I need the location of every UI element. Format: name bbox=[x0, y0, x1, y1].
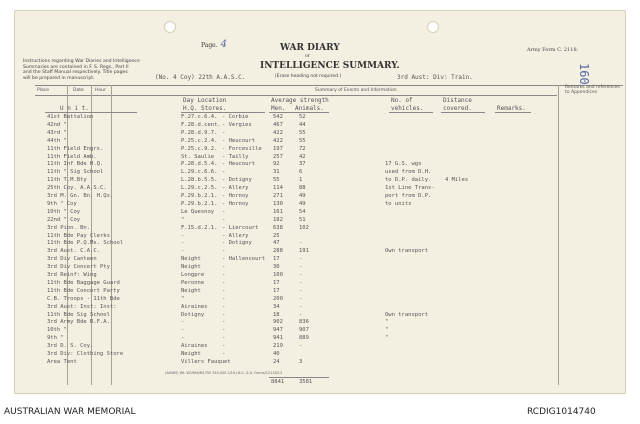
cell-hq: Neight bbox=[181, 351, 201, 357]
cell-hq: Dotigny bbox=[181, 311, 205, 318]
cell-men: 941 bbox=[273, 335, 283, 342]
cell-unit: 3rd M. Gn. Bn. H.Qs. bbox=[47, 193, 114, 199]
title-or: or bbox=[305, 54, 310, 59]
cell-stores: - Heucourt bbox=[222, 137, 256, 144]
cell-unit: Area Tent bbox=[47, 358, 77, 365]
col-animals: Animals. bbox=[295, 105, 324, 112]
cell-unit: 41st Battalion bbox=[47, 114, 94, 120]
table-row bbox=[15, 209, 615, 217]
cell-unit: 11th Bde Concert Party bbox=[47, 287, 120, 294]
cell-stores: - Hornoy bbox=[222, 200, 249, 207]
cell-men: 40 bbox=[273, 351, 280, 357]
cell-animals: 37 bbox=[299, 161, 306, 168]
cell-unit: 3rd Div: Clothing Store bbox=[47, 351, 124, 357]
cell-unit: 3rd D. S. Coy. bbox=[47, 343, 94, 350]
cell-unit: C.B. Troops - 11th Bde bbox=[47, 295, 120, 302]
cell-vehicles: to D.P. daily. bbox=[385, 177, 432, 184]
cell-stores: - Hornoy bbox=[222, 193, 249, 199]
cell-unit: 3rd Div Concert Pty bbox=[47, 264, 110, 271]
table-row bbox=[15, 327, 615, 335]
cell-hq: Neight bbox=[181, 287, 201, 294]
cell-vehicles: 17 G.S. wgs bbox=[385, 161, 422, 168]
cell-stores: - Tailly bbox=[222, 153, 249, 160]
table-row bbox=[15, 272, 615, 280]
cell-hq: P.29.b.2.1. bbox=[181, 193, 218, 199]
cell-hq: - bbox=[181, 248, 185, 255]
cell-stores: - bbox=[222, 311, 226, 318]
col-place: Place bbox=[37, 88, 49, 93]
instruction-line: Summaries are contained in F. S. Regs., Part II bbox=[23, 64, 129, 70]
army-form-label: Army Form C. 2118. bbox=[527, 47, 579, 53]
table-row bbox=[15, 240, 615, 248]
cell-hq: Neight bbox=[181, 256, 201, 263]
cell-unit: 9th " Coy bbox=[47, 200, 77, 207]
cell-men: 200 bbox=[273, 295, 283, 302]
unit-right: 3rd Aust: Div: Train. bbox=[397, 74, 473, 81]
cell-distance: 4 Miles bbox=[445, 177, 469, 184]
cell-hq: - bbox=[181, 232, 185, 239]
cell-animals: - bbox=[299, 303, 303, 310]
cell-men: 24 bbox=[273, 358, 280, 365]
underline bbox=[389, 112, 433, 113]
cell-hq: P.29.b.2.1. bbox=[181, 200, 218, 207]
cell-hq: St. Saulie bbox=[181, 153, 215, 160]
cell-stores: - bbox=[222, 351, 226, 357]
instructions-block bbox=[23, 59, 140, 81]
table-row bbox=[15, 233, 615, 241]
cell-animals: 1 bbox=[299, 177, 303, 184]
cell-men: 18 bbox=[273, 311, 280, 318]
cell-unit: 42nd " bbox=[47, 121, 67, 128]
cell-men: 288 bbox=[273, 248, 283, 255]
cell-animals: 55 bbox=[299, 137, 306, 144]
cell-stores: - bbox=[222, 208, 226, 215]
war-diary-sheet bbox=[14, 10, 626, 394]
cell-men: 47 bbox=[273, 240, 280, 247]
cell-hq: F.28.d.cent. bbox=[181, 121, 221, 128]
cell-unit: 3rd Aust: Inst: Inst: bbox=[47, 303, 117, 310]
cell-animals: - bbox=[299, 272, 303, 278]
cell-hq: Longpre bbox=[181, 272, 205, 278]
instruction-line: Instructions regarding War Diaries and Intelligence bbox=[23, 59, 140, 64]
cell-unit: 11th T.M.Bty bbox=[47, 177, 87, 184]
cell-unit: 3rd Army Bde R.F.A. bbox=[47, 319, 110, 326]
table-row bbox=[15, 335, 615, 343]
cell-unit: 11th Field Amb. bbox=[47, 153, 97, 160]
cell-hq: Peronne bbox=[181, 279, 205, 286]
cell-animals: 102 bbox=[299, 224, 309, 231]
cell-stores: - bbox=[222, 287, 226, 294]
cell-men: 34 bbox=[273, 303, 280, 310]
cell-men: 31 bbox=[273, 169, 280, 176]
cell-men: 257 bbox=[273, 153, 283, 160]
cell-unit: 10th " bbox=[47, 327, 67, 334]
cell-hq: " bbox=[181, 295, 185, 302]
cell-stores: - bbox=[222, 303, 226, 310]
cell-animals: 88 bbox=[299, 185, 306, 192]
cell-hq: L.28.b.5.5. bbox=[181, 177, 218, 184]
cell-men: 161 bbox=[273, 208, 283, 215]
cell-unit: 11th Bde Pay Clerks bbox=[47, 232, 110, 239]
cell-hq: " bbox=[181, 216, 185, 223]
cell-men: 182 bbox=[273, 216, 283, 223]
table-row bbox=[15, 280, 615, 288]
cell-unit: 9th " bbox=[47, 335, 64, 342]
col-hour: Hour bbox=[95, 88, 106, 93]
cell-men: 92 bbox=[273, 161, 280, 168]
cell-men: 947 bbox=[273, 327, 283, 334]
cell-vehicles: " bbox=[385, 335, 389, 342]
table-row bbox=[15, 114, 615, 122]
col-date: Date bbox=[73, 88, 84, 93]
cell-vehicles: Own transport bbox=[385, 248, 429, 255]
cell-hq: P.28.d.5.4. bbox=[181, 161, 218, 168]
table-row bbox=[15, 217, 615, 225]
cell-unit: 3rd Div Canteen bbox=[47, 256, 97, 263]
credit-right: RCDIG1014740 bbox=[527, 407, 596, 417]
table-row bbox=[15, 169, 615, 177]
underline bbox=[45, 112, 137, 113]
cell-hq: - bbox=[181, 327, 185, 334]
table-row bbox=[15, 264, 615, 272]
cell-stores: - Hallencourt bbox=[222, 256, 266, 263]
cell-stores: - Dotigny bbox=[222, 240, 252, 247]
col-unit: U n i t. bbox=[60, 105, 89, 112]
cell-men: 100 bbox=[273, 272, 283, 278]
cell-stores: - bbox=[222, 129, 226, 136]
table-row bbox=[15, 225, 615, 233]
cell-stores: - Heucourt bbox=[222, 161, 256, 168]
cell-animals: 49 bbox=[299, 200, 306, 207]
total-animals: 3581 bbox=[299, 379, 313, 385]
table-row bbox=[15, 146, 615, 154]
col-hq-stores: H.Q. Stores. bbox=[183, 105, 227, 112]
cell-stores: - bbox=[222, 319, 226, 326]
cell-men: 422 bbox=[273, 129, 283, 136]
cell-animals: 51 bbox=[299, 216, 306, 223]
cell-vehicles: to units bbox=[385, 200, 412, 207]
cell-hq: Le Quesnoy bbox=[181, 208, 215, 215]
instruction-line: will be prepared in manuscript. bbox=[23, 75, 95, 81]
cell-men: 17 bbox=[273, 279, 280, 286]
table-row bbox=[15, 201, 615, 209]
table-row bbox=[15, 312, 615, 320]
header-rule bbox=[35, 85, 623, 86]
cell-stores: - bbox=[222, 264, 226, 271]
cell-unit: 11th Inf Bde H.Q. bbox=[47, 161, 104, 168]
cell-hq: Airaines bbox=[181, 303, 208, 310]
cell-hq: - bbox=[181, 319, 185, 326]
cell-animals: 55 bbox=[299, 129, 306, 136]
total-men: 8841 bbox=[271, 379, 285, 385]
folio-stamp: 160 bbox=[577, 63, 591, 85]
cell-animals: 836 bbox=[299, 319, 309, 326]
table-row bbox=[15, 351, 615, 359]
cell-unit: 11th Bde P.Q.Ms. School bbox=[47, 240, 124, 247]
cell-unit: 44th " bbox=[47, 137, 67, 144]
cell-vehicles: Own transport bbox=[385, 311, 429, 318]
cell-unit: 3rd Pion. Bn. bbox=[47, 224, 91, 231]
cell-stores: - Corbie bbox=[222, 114, 249, 120]
cell-hq: - bbox=[181, 335, 185, 342]
cell-men: 197 bbox=[273, 145, 283, 152]
underline bbox=[495, 112, 531, 113]
cell-hq: L.29.c.2.5. bbox=[181, 185, 218, 192]
table-row bbox=[15, 122, 615, 130]
cell-animals: 191 bbox=[299, 248, 309, 255]
punch-hole-left bbox=[164, 21, 176, 33]
table-row bbox=[15, 185, 615, 193]
table-row bbox=[15, 256, 615, 264]
col-avg-strength: Average strength bbox=[271, 97, 329, 104]
cell-animals: - bbox=[299, 343, 303, 350]
cell-stores: - bbox=[222, 216, 226, 223]
cell-animals: - bbox=[299, 287, 303, 294]
cell-hq: P.25.c.2.4. bbox=[181, 137, 218, 144]
table-row bbox=[15, 248, 615, 256]
cell-stores: - bbox=[222, 327, 226, 334]
col-no-of: No. of bbox=[391, 97, 413, 104]
cell-men: 219 bbox=[273, 343, 283, 350]
cell-unit: 43rd " bbox=[47, 129, 67, 136]
cell-animals: 907 bbox=[299, 327, 309, 334]
title-intelligence-summary: INTELLIGENCE SUMMARY. bbox=[260, 61, 400, 71]
cell-stores: - bbox=[222, 248, 226, 255]
cell-animals: 54 bbox=[299, 208, 306, 215]
cell-men: 271 bbox=[273, 193, 283, 199]
cell-hq: Villers Fauquet bbox=[181, 358, 231, 365]
cell-unit: 25th Coy. A.A.S.C. bbox=[47, 185, 107, 192]
cell-men: 25 bbox=[273, 232, 280, 239]
cell-men: 902 bbox=[273, 319, 283, 326]
cell-stores: - Allery bbox=[222, 232, 249, 239]
table-row bbox=[15, 154, 615, 162]
cell-animals: - bbox=[299, 279, 303, 286]
col-men: Men. bbox=[271, 105, 286, 112]
underline bbox=[269, 112, 329, 113]
erase-heading-note: (Erase heading not required.) bbox=[275, 74, 342, 79]
cell-animals: - bbox=[299, 240, 303, 247]
table-row bbox=[15, 359, 615, 367]
cell-hq: P.28.d.9.7. bbox=[181, 129, 218, 136]
col-summary: Summary of Events and Information bbox=[315, 88, 397, 93]
underline bbox=[441, 112, 485, 113]
underline bbox=[181, 112, 265, 113]
total-rule bbox=[269, 377, 329, 378]
cell-animals: - bbox=[299, 264, 303, 271]
cell-animals: 3 bbox=[299, 358, 303, 365]
cell-men: 17 bbox=[273, 256, 280, 263]
table-row bbox=[15, 161, 615, 169]
cell-vehicles: port from D.P. bbox=[385, 193, 432, 199]
cell-men: 55 bbox=[273, 177, 280, 184]
table-row bbox=[15, 193, 615, 201]
cell-unit: 11th Bde Sig School bbox=[47, 311, 110, 318]
cell-stores: - bbox=[222, 335, 226, 342]
cell-hq: P.25.c.9.2. bbox=[181, 145, 218, 152]
cell-stores: - bbox=[222, 272, 226, 278]
cell-stores: - Forceville bbox=[222, 145, 262, 152]
cell-unit: 3rd Reinf: Wing bbox=[47, 272, 97, 278]
cell-vehicles: " bbox=[385, 327, 389, 334]
cell-stores: - bbox=[222, 295, 226, 302]
cell-animals: 42 bbox=[299, 153, 306, 160]
cell-unit: 11th Bde Baggage Guard bbox=[47, 279, 120, 286]
cell-animals: 52 bbox=[299, 114, 306, 120]
cell-animals: 49 bbox=[299, 193, 306, 199]
cell-unit: 3rd Aust. C.A.C. bbox=[47, 248, 100, 255]
cell-men: 30 bbox=[273, 264, 280, 271]
page-label: Page. 4 bbox=[201, 39, 228, 50]
cell-stores: - Allery bbox=[222, 185, 249, 192]
col-distance: Distance bbox=[443, 97, 472, 104]
col-remarks: Remarks. bbox=[497, 105, 526, 112]
table-row bbox=[15, 319, 615, 327]
cell-unit: 11th " Sig School bbox=[47, 169, 104, 176]
table-row bbox=[15, 296, 615, 304]
cell-men: 17 bbox=[273, 287, 280, 294]
cell-stores: - Liercourt bbox=[222, 224, 259, 231]
col-covered: covered. bbox=[443, 105, 472, 112]
column-rule bbox=[35, 95, 557, 96]
cell-vehicles: " bbox=[385, 319, 389, 326]
col-day-location: Day Location bbox=[183, 97, 227, 104]
table-row bbox=[15, 138, 615, 146]
cell-stores: - bbox=[222, 343, 226, 350]
cell-hq: Neight bbox=[181, 264, 201, 271]
cell-animals: - bbox=[299, 311, 303, 318]
page-number: 4 bbox=[220, 39, 228, 50]
table-row bbox=[15, 304, 615, 312]
credit-left: AUSTRALIAN WAR MEMORIAL bbox=[4, 407, 136, 417]
printer-imprint: (A6485) Wt. W1906/M1700 350,000 2/16 J.B.C. & A. Forms/C2118/13 bbox=[165, 371, 283, 375]
table-row bbox=[15, 343, 615, 351]
cell-hq: F.27.c.6.4. bbox=[181, 114, 218, 120]
punch-hole-right bbox=[427, 21, 439, 33]
instruction-line: and the Staff Manual respectively. Title pages bbox=[23, 70, 128, 76]
cell-unit: 11th Field Engrs. bbox=[47, 145, 104, 152]
cell-animals: - bbox=[299, 295, 303, 302]
cell-animals: - bbox=[299, 256, 303, 263]
cell-men: 467 bbox=[273, 121, 283, 128]
cell-stores: - Dotigny bbox=[222, 177, 252, 184]
cell-stores: - bbox=[222, 169, 226, 176]
cell-unit: 22nd " Coy bbox=[47, 216, 81, 223]
cell-animals: 72 bbox=[299, 145, 306, 152]
cell-men: 130 bbox=[273, 200, 283, 207]
cell-men: 542 bbox=[273, 114, 283, 120]
cell-hq: F.15.d.2.1. bbox=[181, 224, 218, 231]
cell-vehicles: 1st Line Trans- bbox=[385, 185, 435, 192]
cell-animals: 889 bbox=[299, 335, 309, 342]
cell-hq: L.29.c.6.6. bbox=[181, 169, 218, 176]
cell-vehicles: used from D.H. bbox=[385, 169, 432, 176]
title-war-diary: WAR DIARY bbox=[280, 43, 340, 53]
cell-men: 422 bbox=[273, 137, 283, 144]
table-row bbox=[15, 288, 615, 296]
col-vehicles: vehicles. bbox=[391, 105, 424, 112]
table-row bbox=[15, 177, 615, 185]
cell-hq: - bbox=[181, 240, 185, 247]
col-remarks-appendices: Remarks and references to Appendices bbox=[565, 85, 620, 95]
cell-hq: Airaines bbox=[181, 343, 208, 350]
cell-stores: - Vergies bbox=[222, 121, 252, 128]
cell-men: 638 bbox=[273, 224, 283, 231]
cell-animals: 6 bbox=[299, 169, 303, 176]
cell-unit: 10th " Coy bbox=[47, 208, 81, 215]
cell-animals: 44 bbox=[299, 121, 306, 128]
unit-left: (No. 4 Coy) 22th A.A.S.C. bbox=[155, 74, 246, 81]
cell-stores: - bbox=[222, 279, 226, 286]
table-row bbox=[15, 130, 615, 138]
cell-men: 114 bbox=[273, 185, 283, 192]
